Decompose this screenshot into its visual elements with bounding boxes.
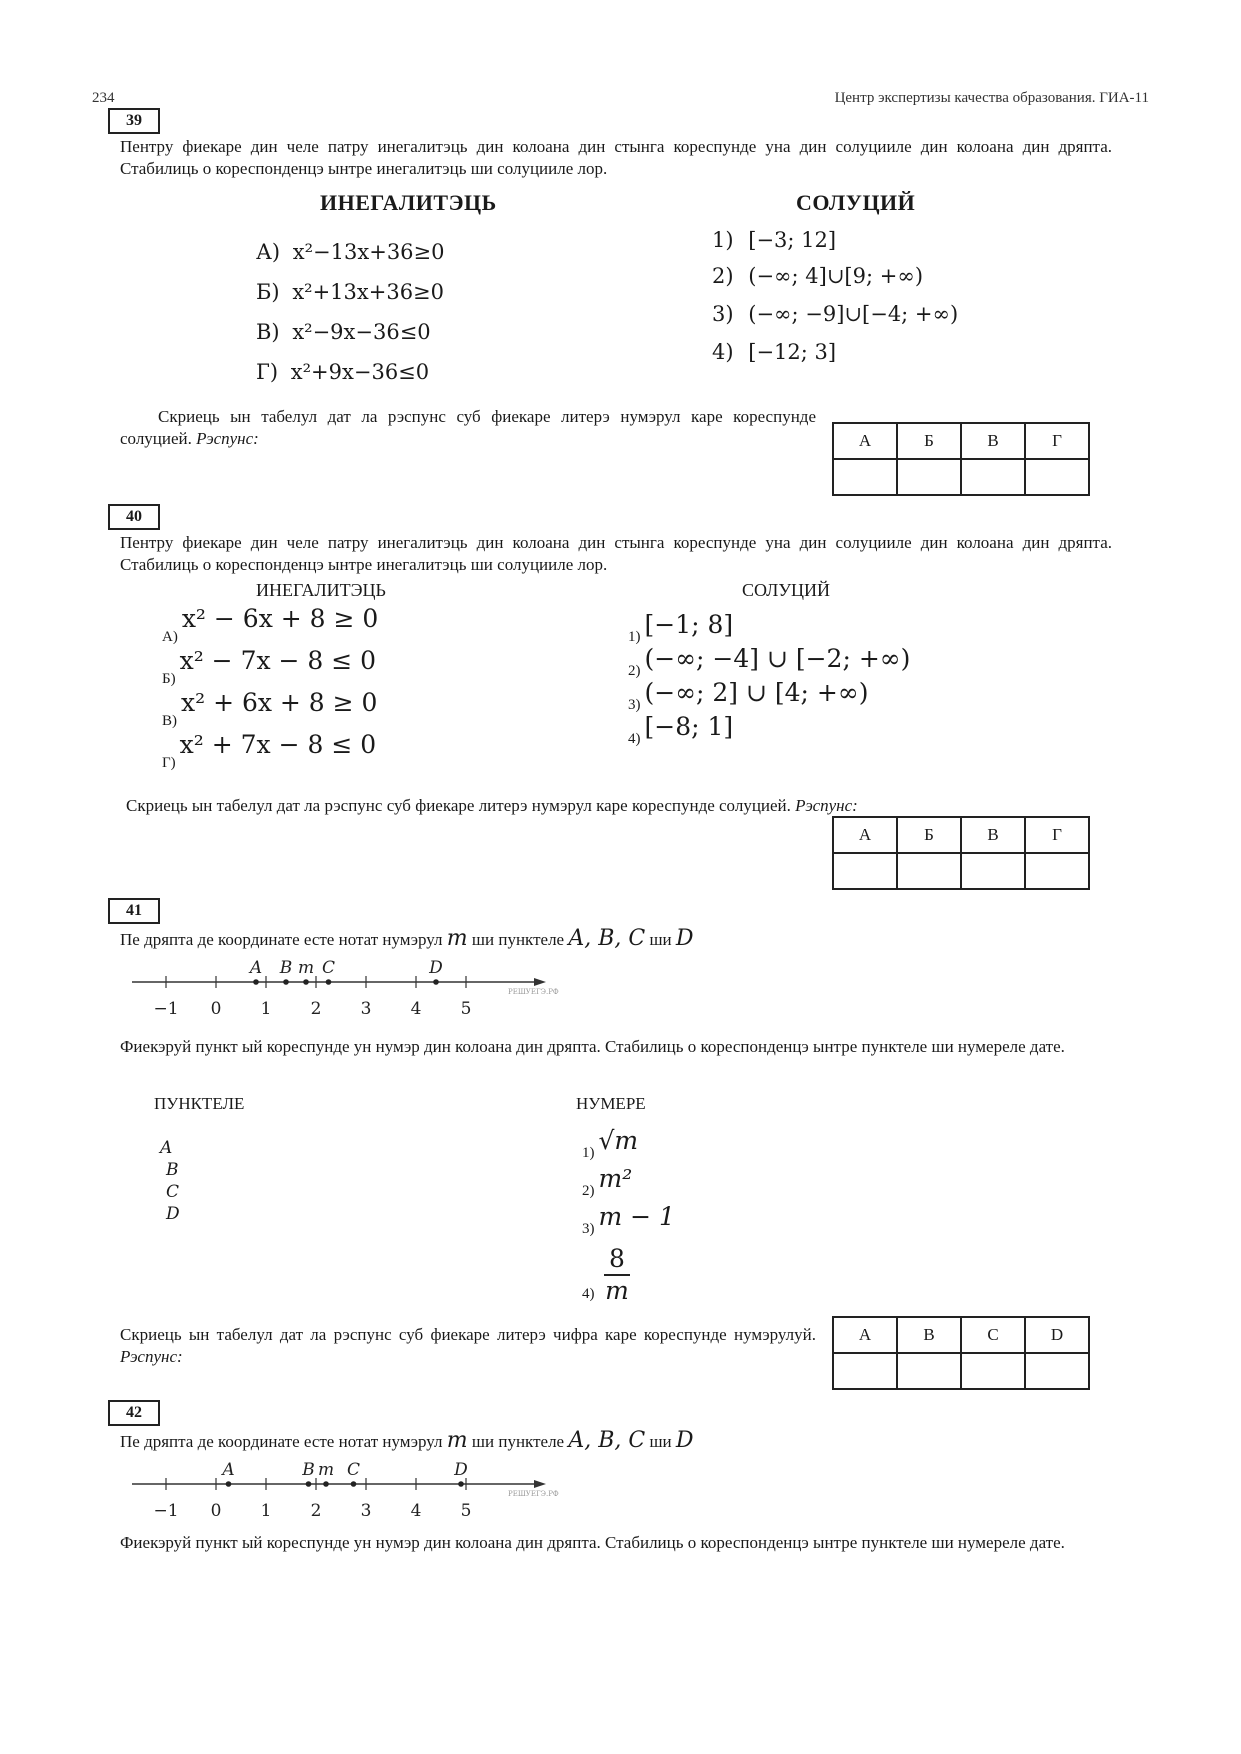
answer-text: Скриець ын табелул дат ла рэспунс суб фиекаре литерэ нумэрул каре кореспунде солуцией.	[126, 796, 791, 815]
point-d: D	[675, 1428, 694, 1453]
q41-tick-label: −1	[153, 999, 179, 1019]
q42-point-d	[458, 1481, 464, 1487]
q42-tick-label: 5	[460, 1501, 472, 1521]
item-expr: [−1; 8]	[644, 610, 734, 639]
q41-answer-instructions	[120, 1324, 816, 1368]
page-header-title: Центр экспертизы качества образования. ГИА-11	[834, 90, 1149, 106]
answer-cell[interactable]	[961, 853, 1025, 889]
q39-answer-instructions	[120, 406, 816, 450]
question-number-41: 41	[108, 898, 160, 924]
point-item: D	[166, 1204, 180, 1224]
item-label: 1)	[628, 629, 641, 645]
item-expr: x²+9x−36≤0	[290, 360, 430, 384]
item-expr: x² + 6x + 8 ≥ 0	[181, 688, 378, 717]
point-item: A	[160, 1138, 173, 1158]
intro-text: ши пунктеле	[471, 930, 565, 949]
points-abc: A, B, C	[568, 1428, 646, 1453]
table-header-cell: Г	[1025, 423, 1089, 459]
q39-answer-table	[832, 422, 1090, 496]
item-expr: x² + 7x − 8 ≤ 0	[179, 730, 377, 759]
q42-tick-label: 0	[210, 1501, 222, 1521]
q42-point-b	[306, 1481, 312, 1487]
q41-point-label: m	[297, 958, 315, 978]
q40-left-heading: ИНЕГАЛИТЭЦЬ	[256, 580, 386, 600]
point-d: D	[675, 926, 694, 951]
q42-tick-label: 3	[360, 1501, 372, 1521]
q42-point-label: C	[346, 1460, 361, 1480]
answer-label: Рэспунс:	[120, 1347, 183, 1366]
q41-number-line	[120, 952, 560, 1024]
q41-number-item	[582, 1164, 633, 1201]
q41-tick-label: 3	[360, 999, 372, 1019]
item-expr: (−∞; 4]∪[9; +∞)	[748, 264, 924, 288]
fraction-denominator: m	[605, 1276, 629, 1305]
q42-intro	[120, 1428, 694, 1453]
q39-inequality	[256, 280, 444, 304]
q42-watermark: РЕШУЕГЭ.РФ	[508, 1490, 559, 1498]
q39-inequality	[256, 240, 445, 264]
q41-tick-label: 0	[210, 999, 222, 1019]
point-item: B	[166, 1160, 179, 1180]
q42-tick-label: 2	[310, 1501, 322, 1521]
item-expr: x²+13x+36≥0	[292, 280, 445, 304]
q40-intro: Пентру фиекаре дин челе патру инегалитэць дин колоана дин стынга кореспунде уна дин солуцииле дин колоана дин дряпта. Стабилиць о кореспонденцэ ынтре инегалитэць ши солуцииле лор.	[120, 533, 1112, 574]
q41-number-item	[582, 1202, 675, 1239]
item-expr: [−3; 12]	[748, 228, 837, 252]
answer-cell[interactable]	[833, 459, 897, 495]
point-item: C	[166, 1182, 180, 1202]
q42-axis-arrow	[534, 1480, 546, 1488]
q41-intro	[120, 926, 694, 951]
item-label: А)	[162, 629, 178, 645]
item-expr: m²	[598, 1164, 633, 1193]
intro-text: ши пунктеле	[471, 1432, 565, 1451]
item-label: 4)	[582, 1286, 595, 1302]
item-expr: x²−13x+36≥0	[292, 240, 445, 264]
q40-solution	[628, 678, 869, 715]
q41-point-b	[283, 979, 289, 985]
q41-watermark: РЕШУЕГЭ.РФ	[508, 988, 559, 996]
fraction-numerator: 8	[604, 1244, 630, 1276]
item-expr: x²−9x−36≤0	[292, 320, 431, 344]
q40-solution	[628, 610, 734, 647]
table-header-cell: D	[1025, 1317, 1089, 1353]
item-label: Г)	[256, 360, 279, 384]
q41-point-label: D	[429, 958, 443, 978]
q39-solution	[712, 228, 836, 252]
q41-tick-label: 4	[410, 999, 422, 1019]
q42-point-a	[226, 1481, 232, 1487]
answer-label: Рэспунс:	[795, 796, 858, 815]
q39-solution	[712, 340, 836, 364]
item-expr: (−∞; −9]∪[−4; +∞)	[748, 302, 959, 326]
points-abc: A, B, C	[568, 926, 646, 951]
table-header-cell: B	[897, 1317, 961, 1353]
variable-m: m	[446, 1428, 468, 1453]
answer-cell[interactable]	[897, 1353, 961, 1389]
answer-cell[interactable]	[833, 1353, 897, 1389]
table-header-cell: В	[961, 423, 1025, 459]
table-header-cell: Г	[1025, 817, 1089, 853]
answer-cell[interactable]	[833, 853, 897, 889]
q41-point-label: B	[279, 958, 293, 978]
q41-point-c	[326, 979, 332, 985]
q41-point-label: A	[249, 958, 263, 978]
q40-solution	[628, 644, 911, 681]
table-header-cell: А	[833, 817, 897, 853]
item-expr: [−8; 1]	[644, 712, 734, 741]
q40-answer-instructions	[126, 796, 858, 816]
item-expr: (−∞; −4] ∪ [−2; +∞)	[644, 644, 911, 673]
item-label: 1)	[712, 228, 734, 252]
q41-number-item	[582, 1126, 639, 1163]
answer-label: Рэспунс:	[196, 429, 259, 448]
table-header-cell: А	[833, 423, 897, 459]
q41-tick-label: 2	[310, 999, 322, 1019]
answer-cell[interactable]	[961, 1353, 1025, 1389]
table-header-cell: Б	[897, 423, 961, 459]
q42-tick-label: 1	[260, 1501, 272, 1521]
answer-cell[interactable]	[1025, 853, 1089, 889]
q42-number-line	[120, 1454, 560, 1526]
fraction	[604, 1244, 630, 1306]
page-number: 234	[92, 90, 115, 106]
question-number-40: 40	[108, 504, 160, 530]
table-header-cell: C	[961, 1317, 1025, 1353]
item-label: 1)	[582, 1145, 595, 1161]
item-label: 2)	[628, 663, 641, 679]
q41-point-m	[303, 979, 309, 985]
q42-point-label: B	[302, 1460, 315, 1480]
item-label: В)	[256, 320, 280, 344]
item-label: 3)	[582, 1221, 595, 1237]
q40-solution	[628, 712, 734, 749]
q40-inequality	[162, 646, 377, 689]
q40-right-heading: СОЛУЦИЙ	[742, 580, 831, 600]
q42-point-label: D	[454, 1460, 468, 1480]
intro-text: Пе дряпта де координате есте нотат нумэрул	[120, 930, 443, 949]
q39-inequality	[256, 360, 429, 384]
q39-solution	[712, 302, 958, 326]
item-label: Б)	[162, 671, 176, 687]
q39-left-heading: ИНЕГАЛИТЭЦЬ	[320, 190, 497, 215]
q42-point-c	[351, 1481, 357, 1487]
item-label: 3)	[712, 302, 734, 326]
answer-text: Скриець ын табелул дат ла рэспунс суб фиекаре литерэ нумэрул каре кореспунде солуцией.	[120, 407, 816, 448]
answer-text: Скриець ын табелул дат ла рэспунс суб фиекаре литерэ чифра каре кореспунде нумэрулуй.	[120, 1325, 816, 1344]
answer-cell[interactable]	[1025, 1353, 1089, 1389]
item-label: 4)	[628, 731, 641, 747]
q41-left-heading: ПУНКТЕЛЕ	[154, 1094, 245, 1113]
q39-intro: Пентру фиекаре дин челе патру инегалитэць дин колоана дин стынга кореспунде уна дин солуцииле дин колоана дин дряпта. Стабилиць о кореспонденцэ ынтре инегалитэць ши солуцииле лор.	[120, 137, 1112, 178]
intro-text: ши	[649, 930, 672, 949]
q40-inequality	[162, 688, 378, 731]
item-label: 4)	[712, 340, 734, 364]
q41-task: Фиекэруй пункт ый кореспунде ун нумэр дин колоана дин дряпта. Стабилиць о кореспонденцэ ынтре пунктеле ши нумереле дате.	[120, 1037, 1065, 1056]
question-number-42: 42	[108, 1400, 160, 1426]
item-label: Б)	[256, 280, 280, 304]
intro-text: Пе дряпта де координате есте нотат нумэрул	[120, 1432, 443, 1451]
item-expr: m − 1	[598, 1202, 675, 1231]
item-expr: [−12; 3]	[748, 340, 837, 364]
q42-point-label: m	[317, 1460, 335, 1480]
answer-cell[interactable]	[961, 459, 1025, 495]
q42-tick-label: 4	[410, 1501, 422, 1521]
item-expr: (−∞; 2] ∪ [4; +∞)	[644, 678, 869, 707]
variable-m: m	[446, 926, 468, 951]
answer-cell[interactable]	[897, 853, 961, 889]
item-label: 2)	[582, 1183, 595, 1199]
q40-answer-table	[832, 816, 1090, 890]
q41-point-label: C	[321, 958, 336, 978]
table-header-cell: В	[961, 817, 1025, 853]
q42-tick-label: −1	[153, 1501, 179, 1521]
item-expr: x² − 6x + 8 ≥ 0	[181, 604, 379, 633]
item-label: Г)	[162, 755, 176, 771]
item-label: А)	[256, 240, 281, 264]
answer-cell[interactable]	[1025, 459, 1089, 495]
q42-task: Фиекэруй пункт ый кореспунде ун нумэр дин колоана дин дряпта. Стабилиць о кореспонденцэ ынтре пунктеле ши нумереле дате.	[120, 1533, 1065, 1552]
q42-point-m	[323, 1481, 329, 1487]
q41-answer-table	[832, 1316, 1090, 1390]
q41-axis-arrow	[534, 978, 546, 986]
q41-tick-label: 5	[460, 999, 472, 1019]
q41-tick-label: 1	[260, 999, 272, 1019]
q42-point-label: A	[222, 1460, 235, 1480]
q41-point-d	[433, 979, 439, 985]
q41-right-heading: НУМЕРЕ	[576, 1094, 646, 1113]
item-label: 2)	[712, 264, 734, 288]
item-label: В)	[162, 713, 177, 729]
item-label: 3)	[628, 697, 641, 713]
answer-cell[interactable]	[897, 459, 961, 495]
item-expr: √m	[598, 1126, 639, 1155]
q40-inequality	[162, 730, 377, 773]
table-header-cell: Б	[897, 817, 961, 853]
intro-text: ши	[649, 1432, 672, 1451]
q39-inequality	[256, 320, 431, 344]
question-number-39: 39	[108, 108, 160, 134]
q39-solution	[712, 264, 923, 288]
item-expr: x² − 7x − 8 ≤ 0	[179, 646, 377, 675]
q39-right-heading: СОЛУЦИЙ	[796, 190, 916, 215]
q41-point-a	[253, 979, 259, 985]
table-header-cell: A	[833, 1317, 897, 1353]
q40-inequality	[162, 604, 379, 647]
